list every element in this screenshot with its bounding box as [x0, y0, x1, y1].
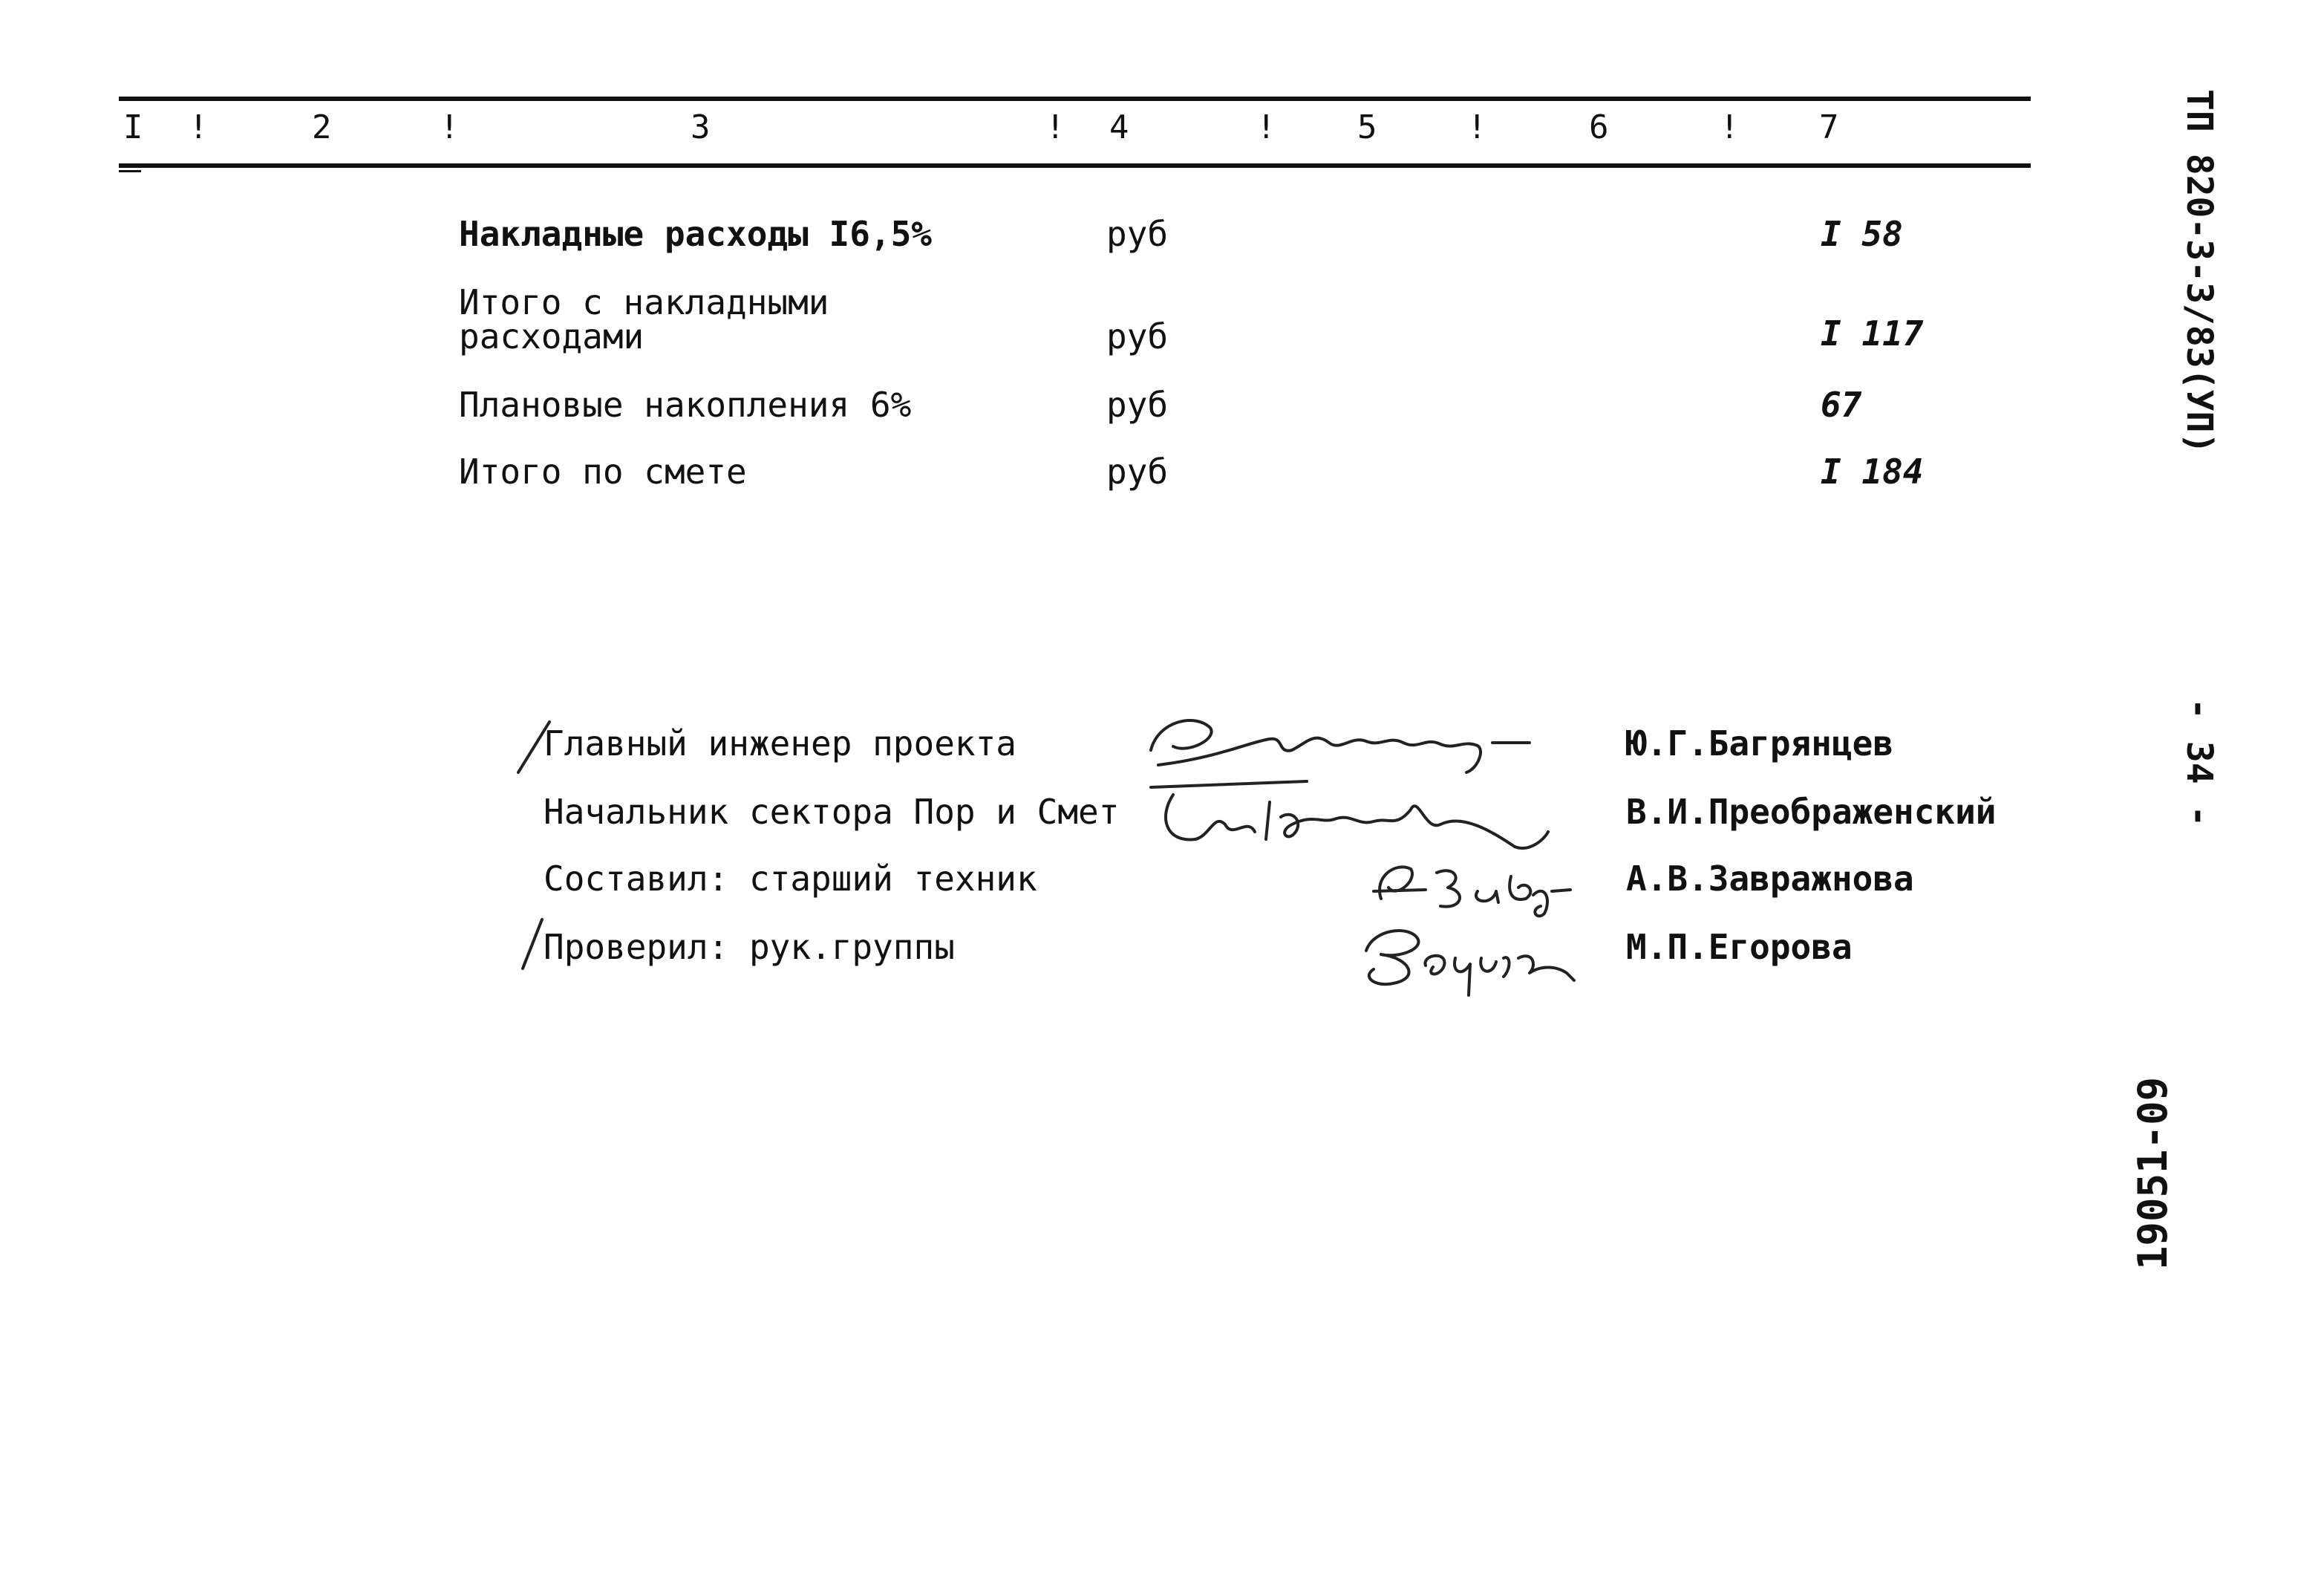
header-bottom-rule-thin: [119, 170, 141, 172]
column-header-5: 5: [1357, 108, 1377, 146]
row-savings-unit: руб: [1106, 385, 1169, 425]
row-savings-name: Плановые накопления 6%: [459, 385, 912, 425]
row-total-value: I 184: [1821, 452, 1924, 492]
row-overhead-unit: руб: [1106, 214, 1169, 254]
page-number: - 34 -: [2178, 698, 2220, 827]
header-bottom-rule: [119, 163, 2031, 168]
signature-name-sector-head: В.И.Преображенский: [1626, 792, 1997, 832]
column-header-4: 4: [1109, 108, 1129, 146]
column-separator: !: [189, 108, 209, 146]
handwritten-signature-1: [1129, 698, 1544, 780]
row-subtotal-name-line1: Итого с накладными: [459, 282, 829, 322]
signature-role-sector-head: Начальник сектора Пор и Смет: [544, 792, 1120, 832]
row-subtotal-unit: руб: [1106, 316, 1169, 357]
header-top-rule: [119, 97, 2031, 101]
column-separator: !: [440, 108, 460, 146]
signature-name-compiler: А.В.Завражнова: [1626, 859, 1914, 899]
column-header-3: 3: [691, 108, 711, 146]
column-separator: !: [1467, 108, 1487, 146]
handwritten-signature-4: [1351, 914, 1589, 1003]
column-separator: !: [1045, 108, 1065, 146]
signature-name-checker: М.П.Егорова: [1626, 927, 1853, 967]
column-separator: !: [1720, 108, 1740, 146]
column-header-2: 2: [312, 108, 332, 146]
row-savings-value: 67: [1821, 385, 1862, 425]
column-header-6: 6: [1589, 108, 1609, 146]
row-overhead-name: Накладные расходы I6,5%: [459, 214, 932, 254]
row-total-unit: руб: [1106, 452, 1169, 492]
column-header-1: I: [123, 108, 143, 146]
row-overhead-value: I 58: [1821, 214, 1903, 254]
handwritten-signature-3: [1366, 847, 1574, 921]
signature-role-compiler: Составил: старший техник: [544, 859, 1037, 899]
archive-number: 19051-09: [2129, 1076, 2176, 1270]
column-header-7: 7: [1819, 108, 1839, 146]
document-code: ТП 820-3-3/83(УП): [2178, 89, 2220, 455]
row-subtotal-name-line2: расходами: [459, 316, 644, 357]
row-subtotal-value: I 117: [1821, 313, 1924, 354]
signature-role-chief-engineer: Главный инженер проекта: [544, 723, 1016, 764]
row-total-name: Итого по смете: [459, 452, 747, 492]
column-separator: !: [1256, 108, 1276, 146]
signature-name-chief-engineer: Ю.Г.Багрянцев: [1626, 723, 1894, 764]
signature-role-checker: Проверил: рук.группы: [544, 927, 955, 967]
